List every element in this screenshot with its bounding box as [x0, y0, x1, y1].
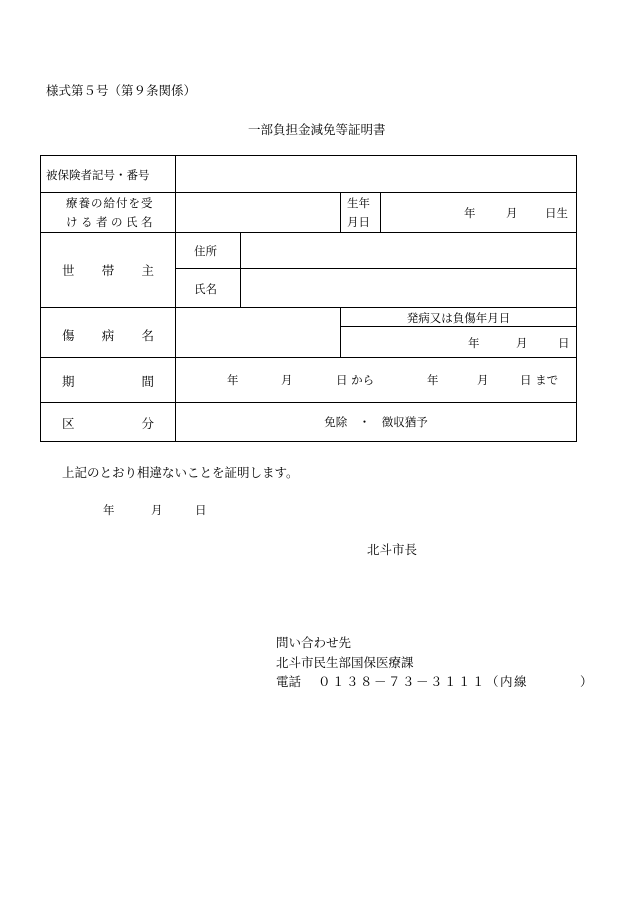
birth-month-unit: 月	[506, 206, 518, 220]
certification-text: 上記のとおり相違ないことを証明します。	[62, 465, 299, 480]
period-from-year: 年	[227, 373, 239, 387]
onset-year-unit: 年	[468, 336, 480, 350]
category-value: 免除 ・ 徴収猶予	[324, 415, 428, 429]
birth-label-line2: 月日	[347, 215, 370, 229]
householder-label: 世 帯 主	[62, 263, 154, 278]
illness-name-field[interactable]	[177, 309, 338, 356]
onset-month-unit: 月	[516, 336, 528, 350]
document-title: 一部負担金減免等証明書	[248, 122, 386, 137]
birth-day-unit: 日生	[545, 206, 568, 220]
birth-label-line1: 生年	[347, 196, 370, 210]
category-label: 区 分	[62, 416, 154, 431]
recipient-label-line1: 療養の給付を受	[66, 196, 154, 210]
period-label: 期 間	[62, 374, 154, 389]
contact-phone-label: 電話	[276, 674, 302, 689]
address-label: 住所	[194, 244, 217, 258]
address-field[interactable]	[242, 234, 575, 267]
householder-name-field[interactable]	[242, 270, 575, 306]
contact-phone-close: ）	[580, 674, 593, 689]
illness-label: 傷 病 名	[62, 328, 154, 343]
date-year-unit: 年	[103, 503, 115, 517]
issuer: 北斗市長	[367, 542, 418, 557]
insured-number-field[interactable]	[177, 157, 575, 191]
onset-day-unit: 日	[558, 336, 570, 350]
period-from-month: 月	[281, 373, 293, 387]
onset-label: 発病又は負傷年月日	[406, 311, 511, 325]
contact-department: 北斗市民生部国保医療課	[276, 655, 414, 670]
period-to-month: 月	[477, 373, 489, 387]
date-day-unit: 日	[195, 503, 207, 517]
recipient-label-line2: ける者の氏名	[66, 215, 156, 229]
birth-year-unit: 年	[464, 206, 476, 220]
period-to-day: 日 まで	[520, 373, 559, 387]
recipient-name-field[interactable]	[177, 194, 338, 231]
period-to-year: 年	[427, 373, 439, 387]
contact-phone-number: ０１３８－７３－３１１１（内線	[318, 674, 529, 689]
date-month-unit: 月	[151, 503, 163, 517]
name-label: 氏名	[194, 282, 217, 296]
period-from-day: 日 から	[336, 373, 375, 387]
contact-heading: 問い合わせ先	[276, 635, 352, 650]
form-number: 様式第５号（第９条関係）	[46, 83, 197, 98]
insured-number-label: 被保険者記号・番号	[46, 168, 150, 182]
